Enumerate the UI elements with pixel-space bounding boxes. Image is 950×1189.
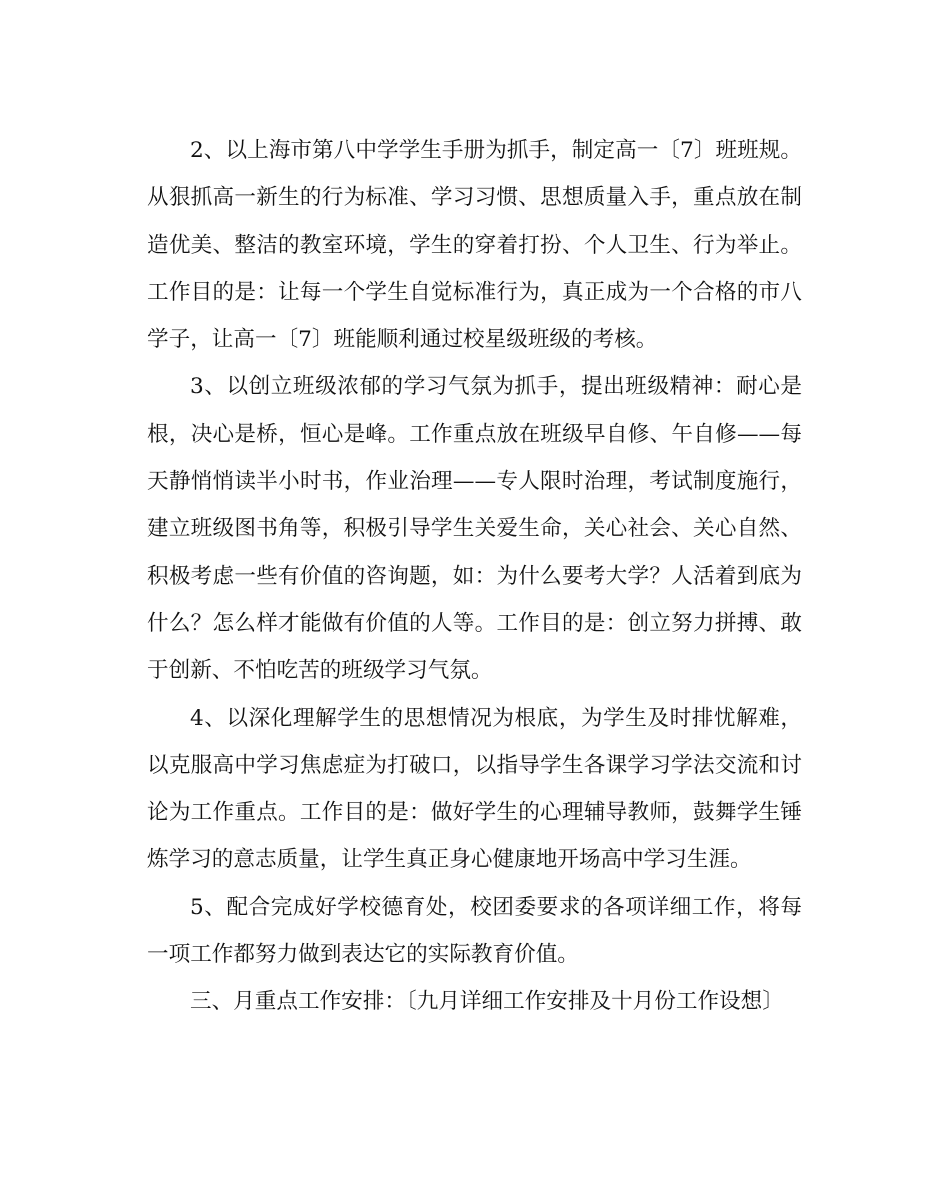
document-body [147, 127, 802, 1026]
paragraph-item-3: 3、以创立班级浓郁的学习气氛为抓手，提出班级精神：耐心是根，决心是桥，恒心是峰。工作重点放在班级早自修、午自修——每天静悄悄读半小时书，作业治理——专人限时治理，考试制度施行，建立班级图书角等，积极引导学生关爱生命，关心社会、关心自然、积极考虑一些有价值的咨询题，如：为什么要考大学？人活着到底为什么？怎么样才能做有价值的人等。工作目的是：创立努力拼搏、敢于创新、不怕吃苦的班级学习气氛。 [147, 374, 802, 684]
paragraph-item-4: 4、以深化理解学生的思想情况为根底，为学生及时排忧解难，以克服高中学习焦虑症为打破口，以指导学生各课学习学法交流和讨论为工作重点。工作目的是：做好学生的心理辅导教师，鼓舞学生锤炼学习的意志质量，让学生真正身心健康地开场高中学习生涯。 [147, 705, 802, 873]
paragraph-item-5: 5、配合完成好学校德育处，校团委要求的各项详细工作，将每一项工作都努力做到表达它的实际教育价值。 [147, 894, 802, 968]
section-heading-monthly-plan: 三、月重点工作安排：〔九月详细工作安排及十月份工作设想〕 [190, 989, 784, 1015]
paragraph-item-2: 2、以上海市第八中学学生手册为抓手，制定高一〔7〕班班规。从狠抓高一新生的行为标准、学习习惯、思想质量入手，重点放在制造优美、整洁的教室环境，学生的穿着打扮、个人卫生、行为举止。工作目的是：让每一个学生自觉标准行为，真正成为一个合格的市八学子，让高一〔7〕班能顺利通过校星级班级的考核。 [147, 138, 802, 353]
